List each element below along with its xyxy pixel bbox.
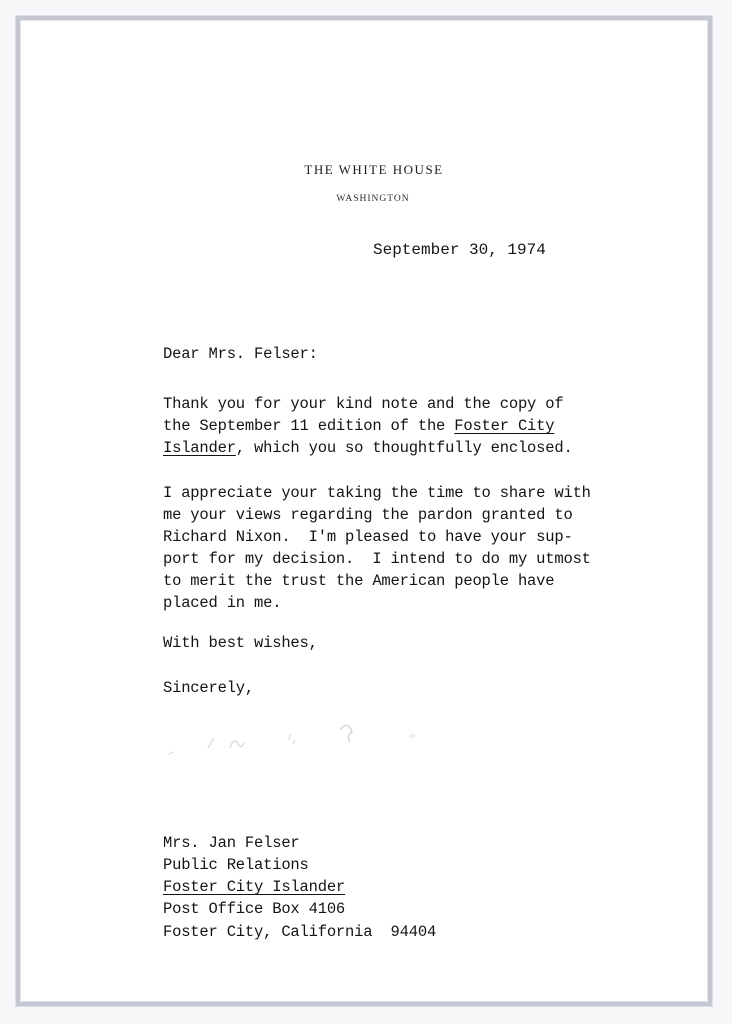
paragraph-1-line (163, 415, 554, 437)
recipient-city-line: Foster City, California 94404 (163, 923, 437, 941)
paragraph-1-line (163, 437, 573, 459)
paragraph-2-line: me your views regarding the pardon granted to (163, 506, 573, 524)
salutation: Dear Mrs. Felser: (163, 345, 318, 363)
paragraph-1-text: , which you so thoughtfully enclosed. (235, 439, 573, 457)
recipient-publication: Foster City Islander (163, 878, 346, 896)
paragraph-2-line: port for my decision. I intend to do my utmost (163, 550, 591, 568)
closing: With best wishes, (163, 634, 318, 652)
publication-title: Foster City (454, 417, 555, 435)
letter-date: September 30, 1974 (373, 241, 546, 259)
letterhead-location: WASHINGTON (336, 194, 410, 204)
signoff: Sincerely, (163, 679, 255, 697)
publication-title: Islander (163, 439, 236, 457)
faint-signature-marks (160, 718, 430, 768)
paragraph-2-line: to merit the trust the American people have (163, 572, 555, 590)
paragraph-2-line: placed in me. (163, 594, 282, 612)
paragraph-1-line: Thank you for your kind note and the copy of (163, 395, 564, 413)
recipient-name: Mrs. Jan Felser (163, 834, 300, 852)
recipient-department: Public Relations (163, 856, 309, 874)
paragraph-2-line: Richard Nixon. I'm pleased to have your sup- (163, 528, 573, 546)
paragraph-1-text: the September 11 edition of the (163, 417, 455, 435)
recipient-po-box: Post Office Box 4106 (163, 900, 346, 918)
paragraph-2-line: I appreciate your taking the time to share with (163, 484, 591, 502)
letterhead-title: THE WHITE HOUSE (304, 162, 444, 177)
